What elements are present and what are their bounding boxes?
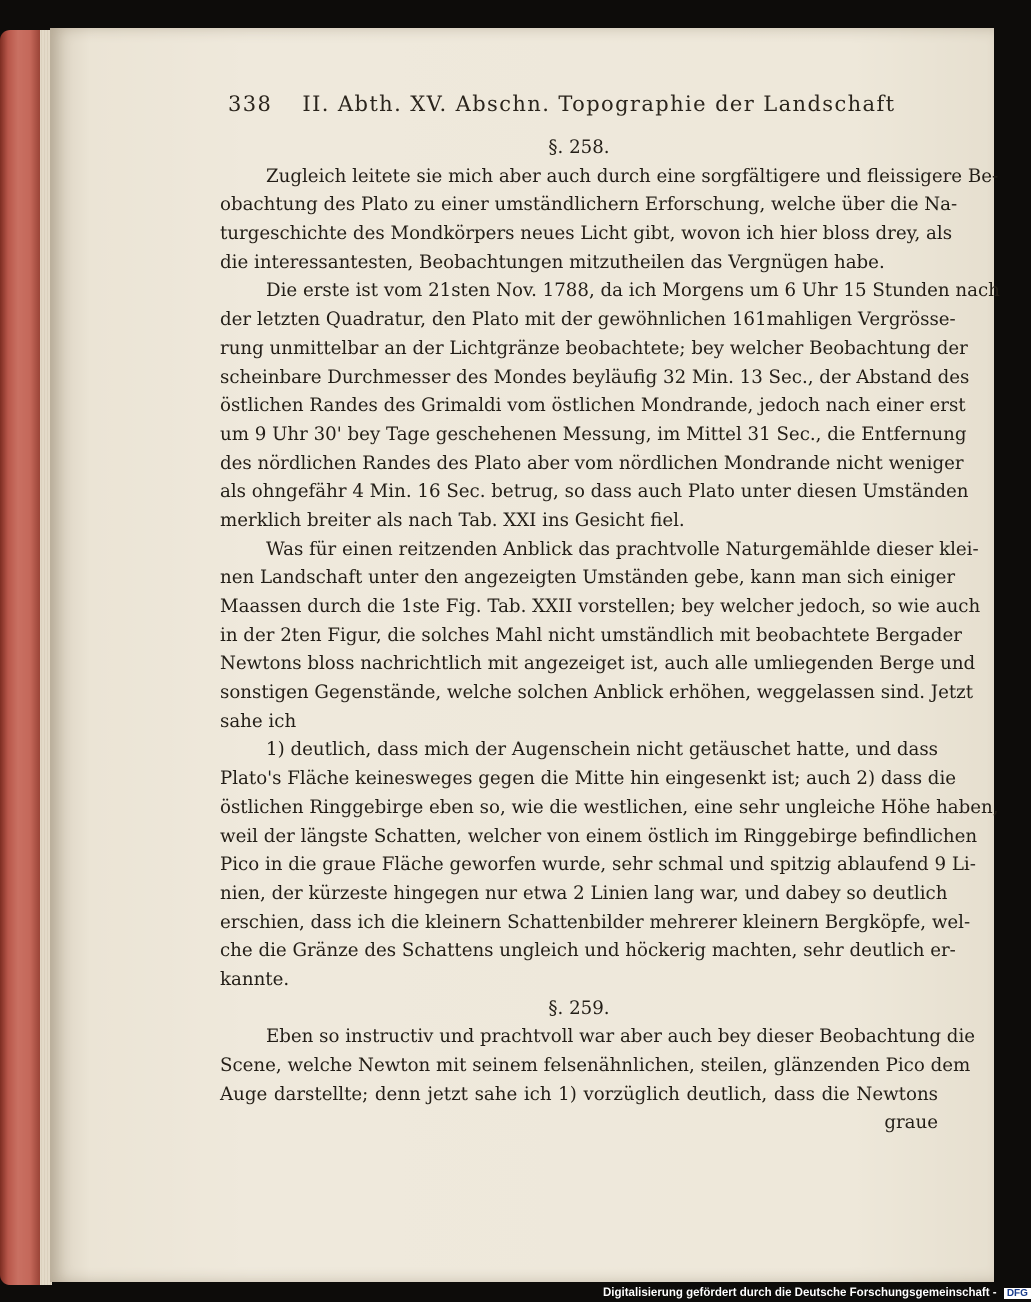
text-line: Die erste ist vom 21sten Nov. 1788, da ich Morgens um 6 Uhr 15 Stunden nach — [266, 280, 1000, 302]
text-line: Scene, welche Newton mit seinem felsenähnlichen, steilen, glänzenden Pico dem — [220, 1055, 971, 1076]
text-line: der letzten Quadratur, den Plato mit der gewöhnlichen 161mahligen Vergrösse- — [220, 309, 956, 331]
text-line: östlichen Ringgebirge eben so, wie die westlichen, eine sehr ungleiche Höhe haben, — [220, 796, 999, 818]
text-line: rung unmittelbar an der Lichtgränze beobachtete; bey welcher Beobachtung der — [220, 337, 968, 359]
text-line: nen Landschaft unter den angezeigten Umständen gebe, kann man sich einiger — [220, 567, 956, 589]
text-line: in der 2ten Figur, die solches Mahl nicht umständlich mit beobachtete Bergader — [220, 624, 962, 646]
header-title: II. Abth. XV. Abschn. Topographie der Landschaft — [302, 92, 896, 116]
text-line: che die Gränze des Schattens ungleich und höckerig machten, sehr deutlich er- — [220, 940, 956, 962]
text-line: scheinbare Durchmesser des Mondes beyläufig 32 Min. 13 Sec., der Abstand des — [220, 366, 970, 388]
text-line: Plato's Fläche keinesweges gegen die Mitte hin eingesenkt ist; auch 2) dass die — [220, 768, 957, 790]
running-header — [228, 92, 896, 122]
text-line: die interessantesten, Beobachtungen mitzutheilen das Vergnügen habe. — [220, 251, 885, 273]
section-heading: §. 258. — [548, 137, 610, 158]
text-line: östlichen Randes des Grimaldi vom östlichen Mondrande, jedoch nach einer erst — [220, 395, 966, 417]
digitization-credit — [603, 1287, 1028, 1301]
text-line: als ohngefähr 4 Min. 16 Sec. betrug, so dass auch Plato unter diesen Umständen — [220, 481, 969, 503]
text-line: Maassen durch die 1ste Fig. Tab. XXII vorstellen; bey welcher jedoch, so wie auch — [220, 596, 981, 617]
dfg-logo: DFG — [1004, 1288, 1031, 1299]
text-line: weil der längste Schatten, welcher von einem östlich im Ringgebirge befindlichen — [220, 825, 978, 847]
text-line: Was für einen reitzenden Anblick das prachtvolle Naturgemählde dieser klei- — [266, 538, 979, 560]
text-line: merklich breiter als nach Tab. XXI ins Gesicht fiel. — [220, 509, 685, 531]
text-line: des nördlichen Randes des Plato aber vom nördlichen Mondrande nicht weniger — [220, 452, 964, 474]
page-number: 338 — [228, 92, 273, 116]
text-line: Eben so instructiv und prachtvoll war aber auch bey dieser Beobachtung die — [266, 1026, 976, 1048]
text-line: 1) deutlich, dass mich der Augenschein nicht getäuschet hatte, und dass — [266, 739, 938, 761]
text-line: um 9 Uhr 30' bey Tage geschehenen Messung, im Mittel 31 Sec., die Entfernung — [220, 423, 967, 445]
text-line: obachtung des Plato zu einer umständlichern Erforschung, welche über die Na- — [220, 194, 958, 216]
text-line: Zugleich leitete sie mich aber auch durch eine sorgfältigere und fleissigere Be- — [266, 165, 999, 187]
text-line: nien, der kürzeste hingegen nur etwa 2 Linien lang war, und dabey so deutlich — [220, 882, 948, 904]
text-line: sahe ich — [220, 710, 297, 732]
text-line: Newtons bloss nachrichtlich mit angezeiget ist, auch alle umliegenden Berge und — [220, 653, 976, 675]
text-line: turgeschichte des Mondkörpers neues Licht gibt, wovon ich hier bloss drey, als — [220, 223, 953, 245]
section-heading: §. 259. — [548, 997, 610, 1019]
page-body-text — [220, 134, 1000, 1138]
text-line: Pico in die graue Fläche geworfen wurde, sehr schmal und spitzig ablaufend 9 Li- — [220, 854, 976, 876]
text-line: kannte. — [220, 968, 290, 990]
credit-text: Digitalisierung gefördert durch die Deutsche Forschungsgemeinschaft - — [603, 1287, 997, 1299]
text-line: sonstigen Gegenstände, welche solchen Anblick erhöhen, weggelassen sind. Jetzt — [220, 682, 974, 704]
text-line: erschien, dass ich die kleinern Schattenbilder mehrerer kleinern Bergköpfe, wel- — [220, 911, 971, 933]
catchword: graue — [884, 1112, 938, 1134]
text-line: Auge darstellte; denn jetzt sahe ich 1) vorzüglich deutlich, dass die Newtons — [220, 1083, 938, 1105]
